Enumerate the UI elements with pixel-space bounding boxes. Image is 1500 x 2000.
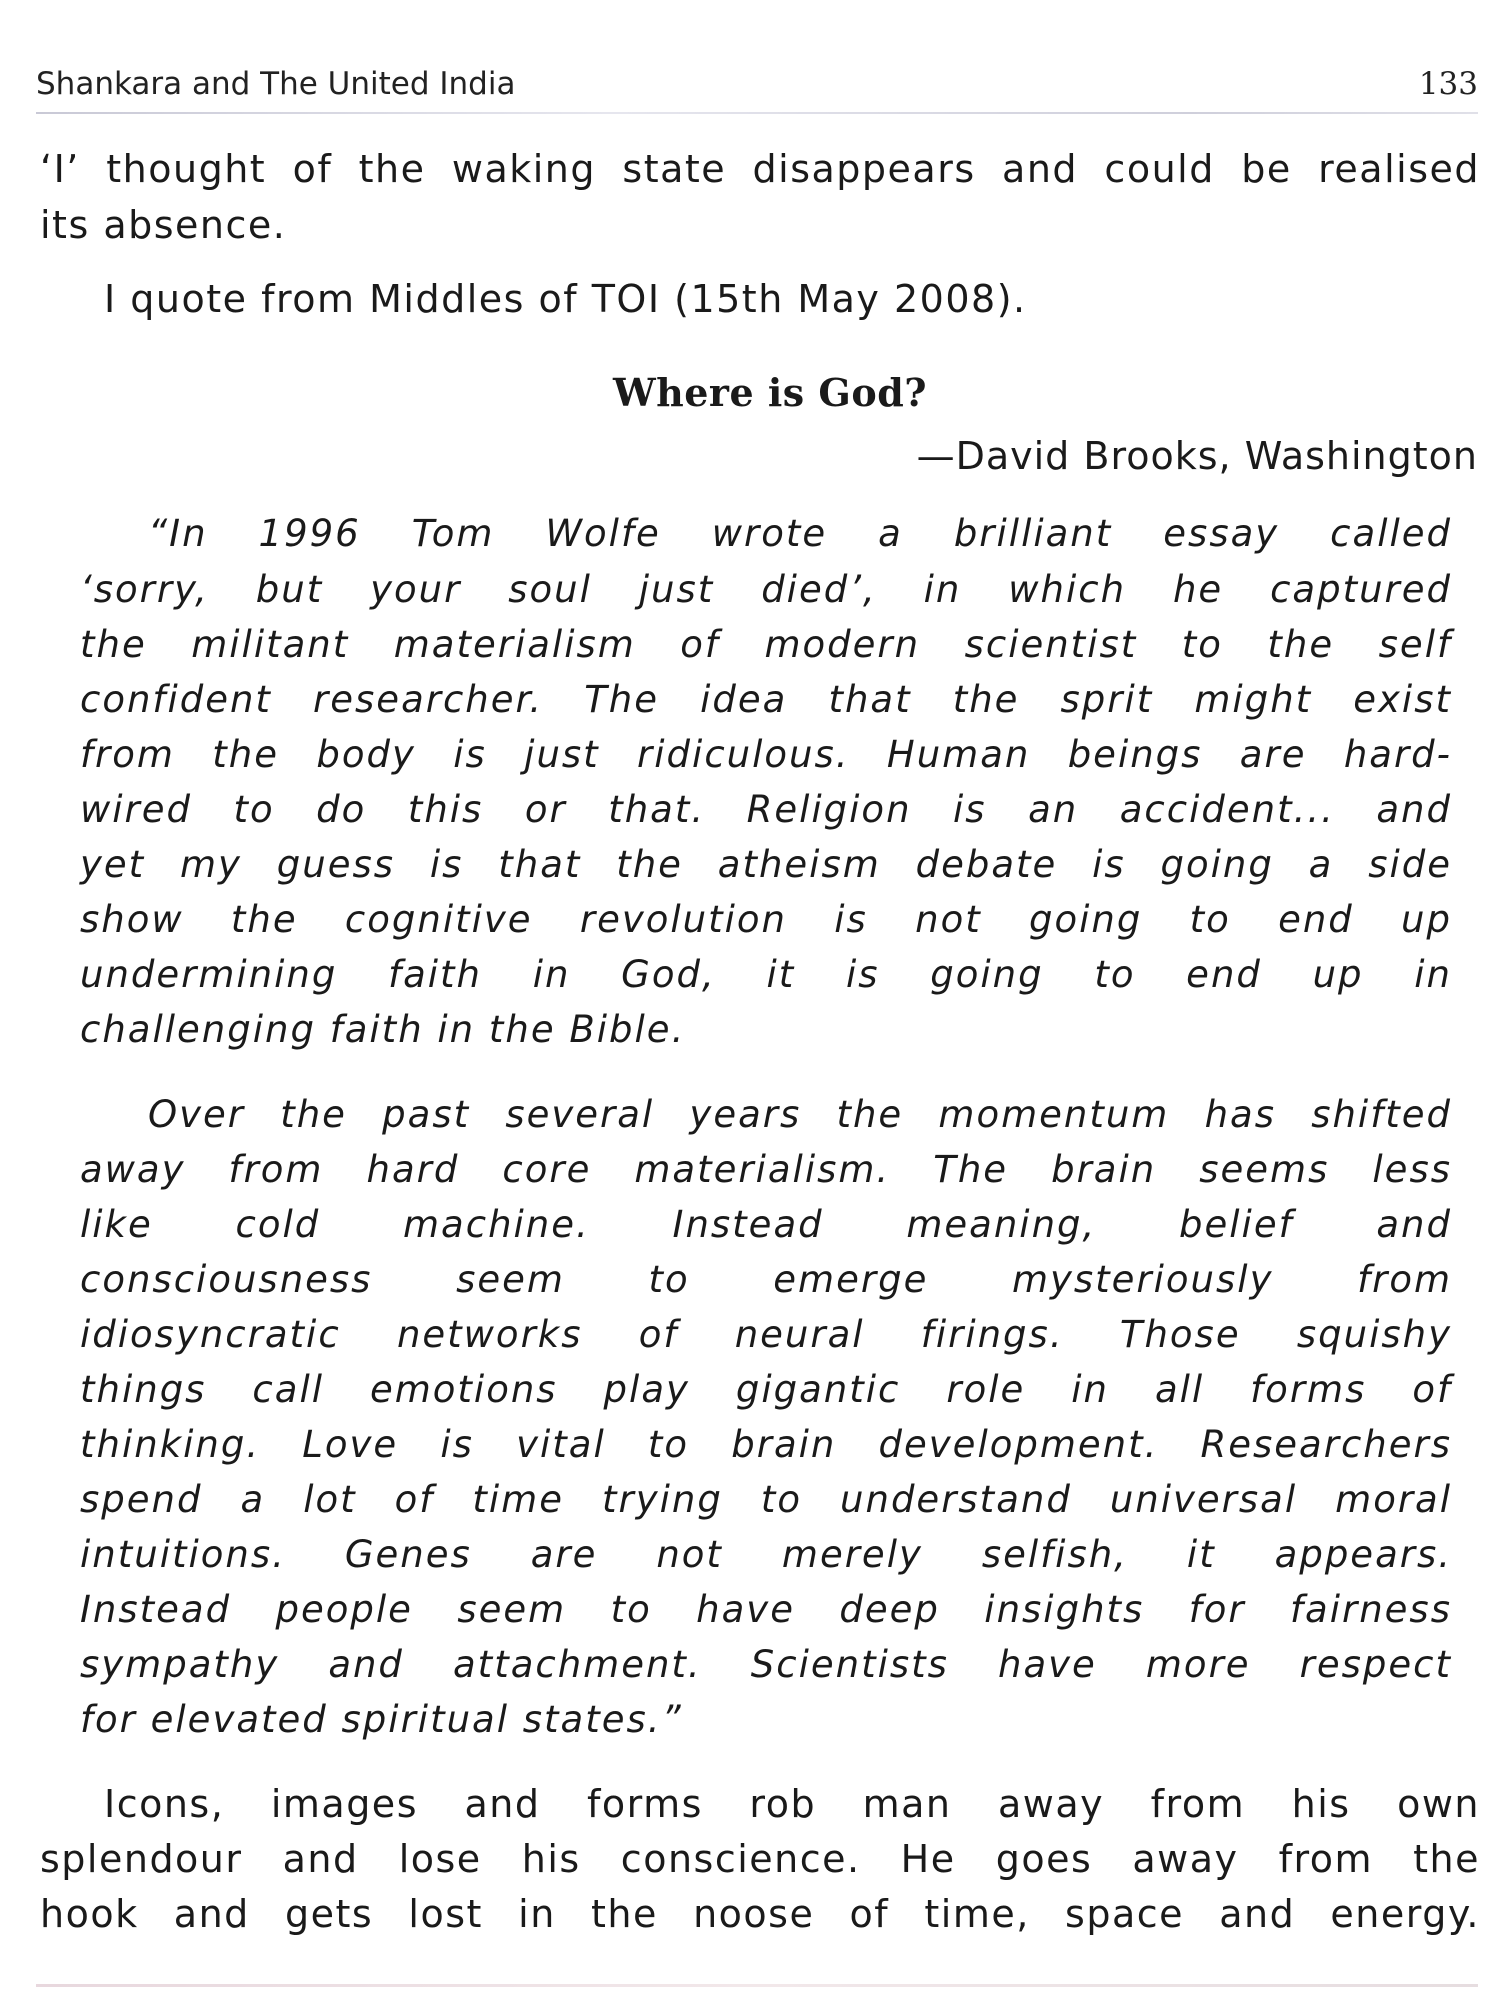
quote-line: “In 1996 Tom Wolfe wrote a brilliant essay called bbox=[148, 512, 1452, 555]
intro-line: its absence. bbox=[40, 203, 287, 247]
quote-line: thinking. Love is vital to brain development. Researchers bbox=[80, 1423, 1452, 1466]
running-title: Shankara and The United India bbox=[36, 66, 516, 102]
quote-line: intuitions. Genes are not merely selfish, it appears. bbox=[80, 1533, 1452, 1576]
intro-line: I quote from Middles of TOI (15th May 2008). bbox=[104, 277, 1027, 321]
quote-line: Instead people seem to have deep insights for fairness bbox=[80, 1588, 1452, 1631]
quote-line: confident researcher. The idea that the sprit might exist bbox=[80, 678, 1452, 721]
quote-line: Over the past several years the momentum has shifted bbox=[148, 1093, 1452, 1136]
page-number: 133 bbox=[1418, 66, 1478, 102]
quote-line: things call emotions play gigantic role in all forms of bbox=[80, 1368, 1452, 1411]
quote-line: from the body is just ridiculous. Human beings are hard- bbox=[80, 733, 1452, 776]
quote-line: away from hard core materialism. The brain seems less bbox=[80, 1148, 1452, 1191]
quote-line: sympathy and attachment. Scientists have more respect bbox=[80, 1643, 1452, 1686]
quote-line: spend a lot of time trying to understand universal moral bbox=[80, 1478, 1452, 1521]
quote-line: the militant materialism of modern scientist to the self bbox=[80, 623, 1452, 666]
quote-line: undermining faith in God, it is going to end up in bbox=[80, 953, 1452, 996]
quote-line: challenging faith in the Bible. bbox=[80, 1008, 686, 1051]
article-title: Where is God? bbox=[612, 370, 928, 415]
quote-line: wired to do this or that. Religion is an accident... and bbox=[80, 788, 1452, 831]
quote-line: consciousness seem to emerge mysteriously from bbox=[80, 1258, 1452, 1301]
quote-line: like cold machine. Instead meaning, belief and bbox=[80, 1203, 1452, 1246]
closing-line: hook and gets lost in the noose of time, space and energy. bbox=[40, 1892, 1480, 1936]
quote-line: yet my guess is that the atheism debate is going a side bbox=[80, 843, 1452, 886]
header-rule bbox=[36, 112, 1478, 114]
quote-line: show the cognitive revolution is not going to end up bbox=[80, 898, 1452, 941]
quote-line: idiosyncratic networks of neural firings. Those squishy bbox=[80, 1313, 1452, 1356]
footer-rule bbox=[36, 1984, 1478, 1987]
intro-line: ‘I’ thought of the waking state disappears and could be realised bbox=[40, 147, 1480, 191]
quote-line: for elevated spiritual states.” bbox=[80, 1698, 683, 1741]
closing-line: splendour and lose his conscience. He goes away from the bbox=[40, 1837, 1480, 1881]
closing-line: Icons, images and forms rob man away from his own bbox=[104, 1782, 1480, 1826]
quote-line: ‘sorry, but your soul just died’, in which he captured bbox=[80, 568, 1452, 611]
article-byline: —David Brooks, Washington bbox=[916, 434, 1478, 478]
